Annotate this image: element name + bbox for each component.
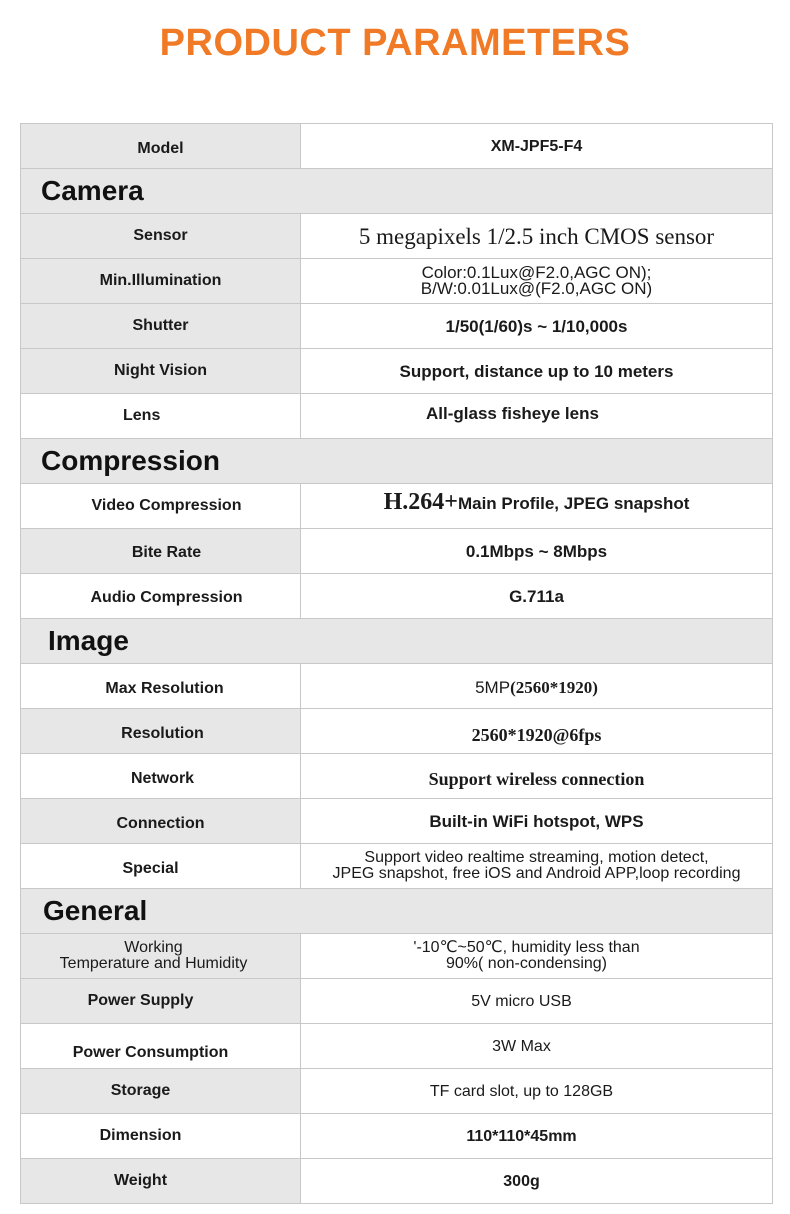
working-value-line1: '-10℃~50℃, humidity less than xyxy=(413,939,640,956)
night-vision-value: Support, distance up to 10 meters xyxy=(301,349,773,393)
max-resolution-label: Max Resolution xyxy=(21,664,301,708)
power-consumption-value: 3W Max xyxy=(301,1024,773,1068)
working-value-line2: 90%( non-condensing) xyxy=(446,955,607,972)
table-row-weight xyxy=(21,1159,773,1204)
storage-value: TF card slot, up to 128GB xyxy=(301,1069,773,1113)
min-illumination-value xyxy=(301,259,773,303)
min-illumination-line2: B/W:0.01Lux@(F2.0,AGC ON) xyxy=(420,279,653,298)
table-row-power-supply xyxy=(21,979,773,1024)
model-label: Model xyxy=(21,124,301,168)
max-resolution-mp: 5MP xyxy=(475,677,511,697)
table-row-max-resolution xyxy=(21,664,773,709)
connection-label: Connection xyxy=(21,799,301,843)
working-value xyxy=(301,934,773,978)
min-illumination-line1: Color:0.1Lux@F2.0,AGC ON); xyxy=(421,263,652,282)
table-row-storage xyxy=(21,1069,773,1114)
resolution-label: Resolution xyxy=(21,709,301,753)
min-illumination-label: Min.Illumination xyxy=(21,259,301,303)
shutter-label: Shutter xyxy=(21,304,301,348)
section-compression: Compression xyxy=(21,439,773,484)
table-row-power-consumption xyxy=(21,1024,773,1069)
section-image: Image xyxy=(21,619,773,664)
weight-label: Weight xyxy=(21,1159,301,1203)
table-row-sensor xyxy=(21,214,773,259)
dimension-label: Dimension xyxy=(21,1114,301,1158)
power-supply-label: Power Supply xyxy=(21,979,301,1023)
model-value: XM-JPF5-F4 xyxy=(301,124,773,168)
sensor-label: Sensor xyxy=(21,214,301,258)
resolution-value: 2560*1920@6fps xyxy=(301,709,773,753)
video-compression-detail: Main Profile, JPEG snapshot xyxy=(457,494,690,513)
special-line1: Support video realtime streaming, motion detect, xyxy=(364,849,709,866)
special-value xyxy=(301,844,773,888)
lens-value: All-glass fisheye lens xyxy=(301,394,773,438)
audio-compression-label: Audio Compression xyxy=(21,574,301,618)
network-value: Support wireless connection xyxy=(301,754,773,798)
table-row-min-illumination xyxy=(21,259,773,304)
table-row-night-vision xyxy=(21,349,773,394)
sensor-value: 5 megapixels 1/2.5 inch CMOS sensor xyxy=(301,214,773,258)
bite-rate-value: 0.1Mbps ~ 8Mbps xyxy=(301,529,773,573)
table-row-working xyxy=(21,934,773,979)
video-compression-value xyxy=(301,484,773,528)
audio-compression-value: G.711a xyxy=(301,574,773,618)
max-resolution-value xyxy=(301,664,773,708)
table-row-bite-rate xyxy=(21,529,773,574)
max-resolution-pixels: (2560*1920) xyxy=(510,677,598,697)
table-row-model xyxy=(21,124,773,169)
power-consumption-label: Power Consumption xyxy=(21,1024,301,1068)
table-row-audio-compression xyxy=(21,574,773,619)
shutter-value: 1/50(1/60)s ~ 1/10,000s xyxy=(301,304,773,348)
table-row-video-compression xyxy=(21,484,773,529)
table-row-special xyxy=(21,844,773,889)
table-row-dimension xyxy=(21,1114,773,1159)
table-row-resolution xyxy=(21,709,773,754)
connection-value: Built-in WiFi hotspot, WPS xyxy=(301,799,773,843)
night-vision-label: Night Vision xyxy=(21,349,301,393)
section-general: General xyxy=(21,889,773,934)
parameters-table xyxy=(20,123,773,1204)
page-title: PRODUCT PARAMETERS xyxy=(159,22,631,64)
special-label: Special xyxy=(21,844,301,888)
table-row-shutter xyxy=(21,304,773,349)
video-compression-label: Video Compression xyxy=(21,484,301,528)
weight-value: 300g xyxy=(301,1159,773,1203)
special-line2: JPEG snapshot, free iOS and Android APP,loop recording xyxy=(332,865,741,882)
table-row-connection xyxy=(21,799,773,844)
working-label-line2: Temperature and Humidity xyxy=(59,955,248,972)
section-camera: Camera xyxy=(21,169,773,214)
power-supply-value: 5V micro USB xyxy=(301,979,773,1023)
lens-label: Lens xyxy=(21,394,301,438)
working-label-line1: Working xyxy=(124,939,183,956)
storage-label: Storage xyxy=(21,1069,301,1113)
bite-rate-label: Bite Rate xyxy=(21,529,301,573)
dimension-value: 110*110*45mm xyxy=(301,1114,773,1158)
table-row-network xyxy=(21,754,773,799)
table-row-lens xyxy=(21,394,773,439)
working-label xyxy=(21,934,301,978)
network-label: Network xyxy=(21,754,301,798)
video-compression-codec: H.264+ xyxy=(383,489,458,515)
